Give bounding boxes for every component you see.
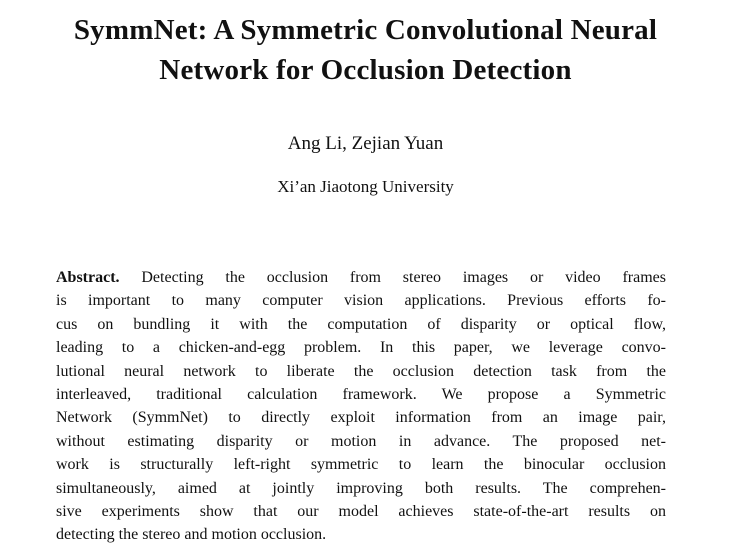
abstract-line-4: leading to a chicken-and-egg problem. In this paper, we leverage convo- [56, 339, 666, 357]
abstract-line-5: lutional neural network to liberate the occlusion detection task from the [56, 362, 666, 380]
abstract-line-3: cus on bundling it with the computation of disparity or optical flow, [56, 315, 666, 333]
authors: Ang Li, Zejian Yuan [287, 133, 444, 154]
abstract [56, 266, 666, 547]
abstract-line-12: detecting the stereo and motion occlusion. [56, 526, 327, 544]
title-line-1: SymmNet: A Symmetric Convolutional Neural [73, 14, 658, 46]
abstract-line-9: work is structurally left-right symmetric to learn the binocular occlusion [56, 456, 666, 474]
abstract-line-8: without estimating disparity or motion in advance. The proposed net- [56, 432, 666, 450]
abstract-line-6: interleaved, traditional calculation framework. We propose a Symmetric [56, 386, 666, 404]
abstract-line-10: simultaneously, aimed at jointly improving both results. The comprehen- [56, 479, 666, 497]
paper-title [0, 10, 731, 90]
abstract-line-1 [56, 266, 666, 289]
title-line-2: Network for Occlusion Detection [159, 54, 572, 86]
abstract-text-line-1: Detecting the occlusion from stereo images or video frames [141, 269, 667, 286]
affiliation: Xi’an Jiaotong University [277, 177, 454, 196]
abstract-label: Abstract. [56, 269, 120, 286]
abstract-line-11: sive experiments show that our model achieves state-of-the-art results on [56, 503, 666, 521]
abstract-line-7: Network (SymmNet) to directly exploit information from an image pair, [56, 409, 666, 427]
abstract-line-2: is important to many computer vision applications. Previous efforts fo- [56, 292, 666, 310]
